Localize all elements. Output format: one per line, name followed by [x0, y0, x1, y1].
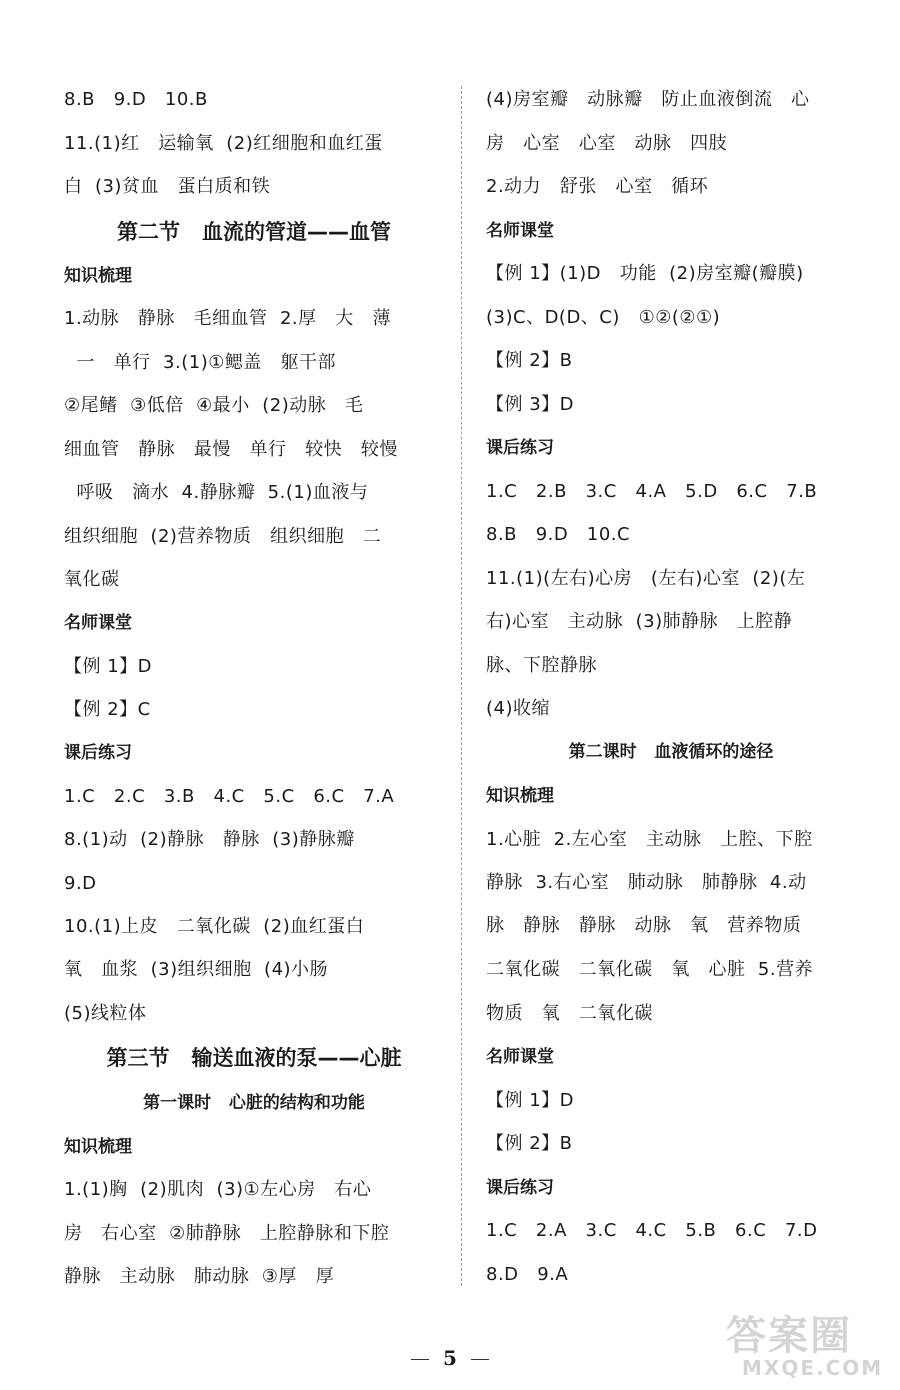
answer-line: 静脉 主动脉 肺动脉 ③厚 厚 [64, 1266, 335, 1287]
answer-line: 9.D [64, 873, 97, 894]
answer-line: 1.C 2.C 3.B 4.C 5.C 6.C 7.A [64, 786, 395, 807]
answer-line: 物质 氧 二氧化碳 [486, 1003, 653, 1024]
lesson-heading: 第一课时 心脏的结构和功能 [143, 1093, 365, 1113]
answer-line: 静脉 3.右心室 肺动脉 肺静脉 4.动 [486, 872, 807, 893]
page-number-text: 5 [443, 1346, 457, 1370]
answer-line: 【例 2】C [64, 699, 151, 720]
column-divider [461, 86, 462, 1286]
answer-line: 白 (3)贫血 蛋白质和铁 [64, 176, 271, 197]
answer-line: 房 右心室 ②肺静脉 上腔静脉和下腔 [64, 1223, 390, 1244]
watermark-domain: MXQE.COM [742, 1356, 884, 1380]
answer-line: 【例 3】D [486, 394, 575, 415]
answer-line: 1.动脉 静脉 毛细血管 2.厚 大 薄 [64, 308, 391, 329]
answer-line: 脉 静脉 静脉 动脉 氧 营养物质 [486, 915, 802, 936]
subsection-heading: 课后练习 [486, 1178, 554, 1198]
subsection-heading: 知识梳理 [64, 1137, 132, 1157]
answer-line: ②尾鳍 ③低倍 ④最小 (2)动脉 毛 [64, 395, 364, 416]
subsection-heading: 课后练习 [64, 743, 132, 763]
answer-line: 【例 1】D [64, 656, 153, 677]
subsection-heading: 知识梳理 [486, 786, 554, 806]
watermark-logo [720, 1300, 890, 1380]
answer-line: 【例 2】B [486, 1133, 573, 1154]
answer-line: 11.(1)红 运输氧 (2)红细胞和血红蛋 [64, 133, 383, 154]
lesson-heading: 第二课时 血液循环的途径 [568, 742, 774, 762]
answer-line: 1.心脏 2.左心室 主动脉 上腔、下腔 [486, 829, 813, 850]
answer-line: 【例 1】D [486, 1090, 575, 1111]
subsection-heading: 知识梳理 [64, 266, 132, 286]
subsection-heading: 名师课堂 [486, 1047, 554, 1067]
answer-line: 一 单行 3.(1)①鳃盖 躯干部 [64, 352, 337, 373]
subsection-heading: 名师课堂 [64, 613, 132, 633]
section-heading: 第二节 血流的管道——血管 [117, 220, 391, 244]
answer-line: 【例 2】B [486, 350, 573, 371]
answer-line: 房 心室 心室 动脉 四肢 [486, 133, 728, 154]
subsection-heading: 课后练习 [486, 438, 554, 458]
answer-line: (4)房室瓣 动脉瓣 防止血液倒流 心 [486, 89, 810, 110]
watermark-main: 答案圈 [726, 1313, 852, 1359]
answer-line: 组织细胞 (2)营养物质 组织细胞 二 [64, 526, 382, 547]
answer-line: 氧 血浆 (3)组织细胞 (4)小肠 [64, 959, 329, 980]
dash-left [411, 1359, 429, 1360]
dash-right [471, 1359, 489, 1360]
answer-line: 8.B 9.D 10.C [486, 524, 631, 545]
answer-line: 呼吸 滴水 4.静脉瓣 5.(1)血液与 [64, 482, 369, 503]
answer-line: (4)收缩 [486, 698, 550, 719]
answer-line: 【例 1】(1)D 功能 (2)房室瓣(瓣膜) [486, 263, 804, 284]
answer-line: 8.(1)动 (2)静脉 静脉 (3)静脉瓣 [64, 829, 355, 850]
answer-line: 右)心室 主动脉 (3)肺静脉 上腔静 [486, 611, 793, 632]
answer-line: 细血管 静脉 最慢 单行 较快 较慢 [64, 439, 398, 460]
answer-line: 氧化碳 [64, 569, 120, 590]
answer-line: 二氧化碳 二氧化碳 氧 心脏 5.营养 [486, 959, 814, 980]
answer-line: 1.(1)胸 (2)肌肉 (3)①左心房 右心 [64, 1179, 372, 1200]
answer-line: 8.B 9.D 10.B [64, 89, 208, 110]
section-heading: 第三节 输送血液的泵——心脏 [106, 1046, 402, 1070]
answer-line: 1.C 2.A 3.C 4.C 5.B 6.C 7.D [486, 1220, 818, 1241]
answer-line: (3)C、D(D、C) ①②(②①) [486, 307, 721, 328]
answer-line: 脉、下腔静脉 [486, 655, 597, 676]
subsection-heading: 名师课堂 [486, 221, 554, 241]
answer-line: 1.C 2.B 3.C 4.A 5.D 6.C 7.B [486, 481, 818, 502]
answer-line: 11.(1)(左右)心房 (左右)心室 (2)(左 [486, 568, 806, 589]
answer-line: 2.动力 舒张 心室 循环 [486, 176, 709, 197]
answer-line: 10.(1)上皮 二氧化碳 (2)血红蛋白 [64, 916, 365, 937]
answer-line: (5)线粒体 [64, 1003, 147, 1024]
answer-line: 8.D 9.A [486, 1264, 569, 1285]
